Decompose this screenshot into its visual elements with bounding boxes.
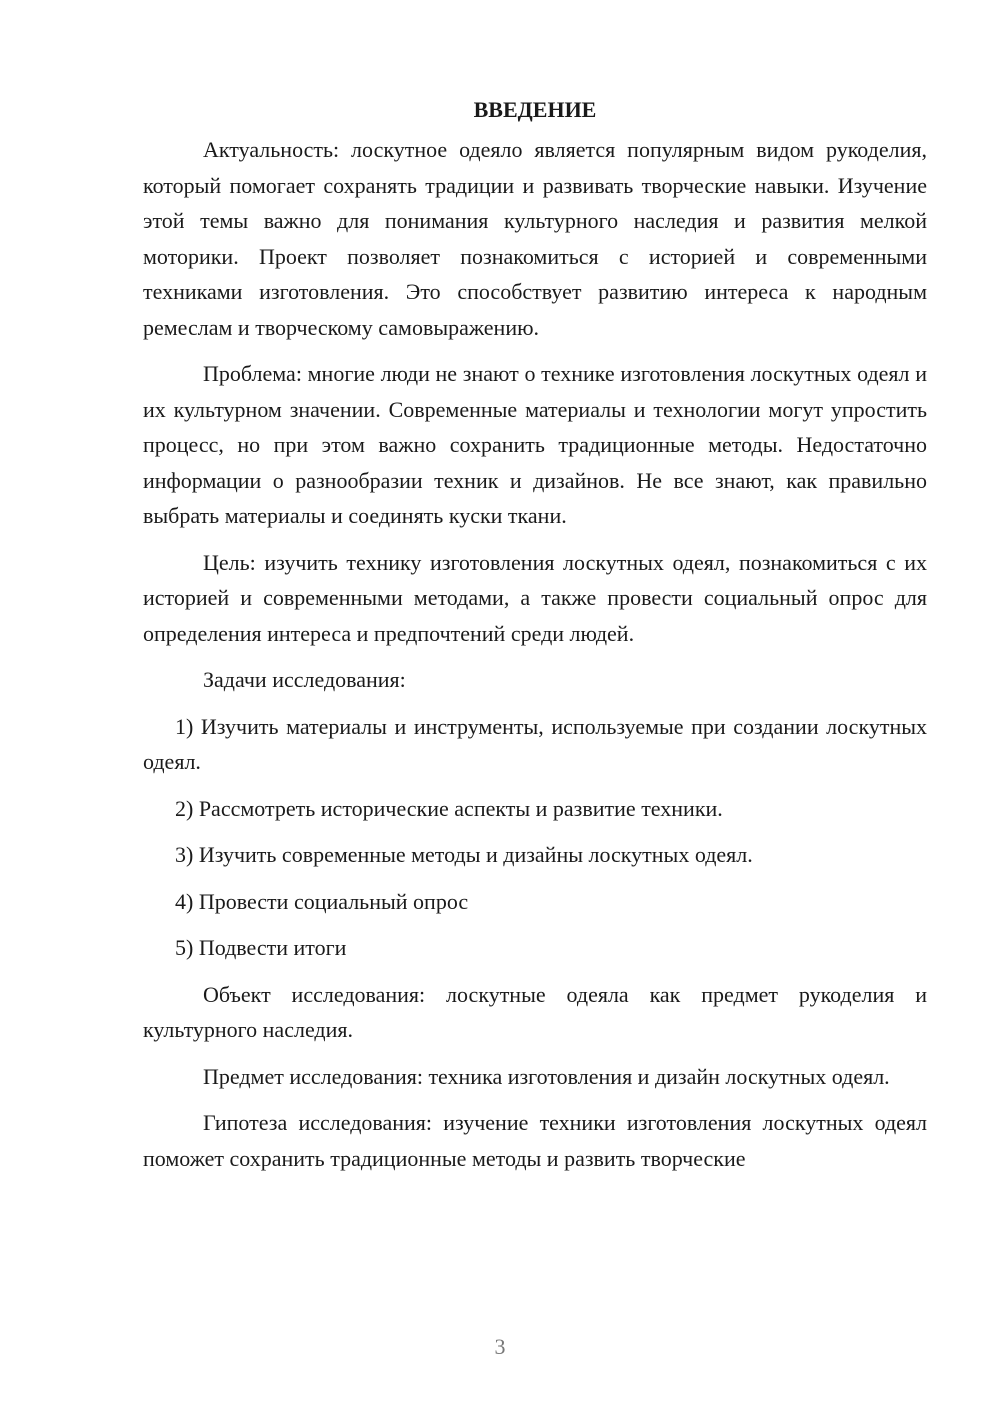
paragraph-relevance: Актуальность: лоскутное одеяло является популярным видом рукоделия, который помогает сохранять традиции и развивать творческие навыки. Изучение этой темы важно для понимания культурного наследия и развития мелкой моторики. Проект позволяет познакомиться с историей и современными техниками изготовления. Это способствует развитию интереса к народным ремеслам и творческому самовыражению. — [143, 137, 927, 340]
paragraph-problem: Проблема: многие люди не знают о технике изготовления лоскутных одеял и их культурном значении. Современные материалы и технологии могут упростить процесс, но при этом важно сохранить традиционные методы. Недостаточно информации о разнообразии техник и дизайнов. Не все знают, как правильно выбрать материалы и соединять куски ткани. — [143, 361, 927, 528]
task-item-1: 1) Изучить материалы и инструменты, используемые при создании лоскутных одеял. — [143, 713, 927, 774]
page-content — [143, 92, 927, 1187]
paragraph-goal: Цель: изучить технику изготовления лоскутных одеял, познакомиться с их историей и современными методами, а также провести социальный опрос для определения интереса и предпочтений среди людей. — [143, 549, 927, 646]
page-title: ВВЕДЕНИЕ — [473, 97, 597, 122]
paragraph-hypothesis: Гипотеза исследования: изучение техники изготовления лоскутных одеял поможет сохранить традиционные методы и развить творческие — [143, 1110, 927, 1171]
paragraph-subject: Предмет исследования: техника изготовления и дизайн лоскутных одеял. — [203, 1063, 890, 1089]
tasks-heading: Задачи исследования: — [203, 667, 406, 692]
task-item-3: 3) Изучить современные методы и дизайны лоскутных одеял. — [175, 842, 753, 867]
task-item-2: 2) Рассмотреть исторические аспекты и развитие техники. — [175, 795, 723, 821]
page-number: 3 — [494, 1334, 506, 1359]
task-item-5: 5) Подвести итоги — [175, 935, 347, 960]
paragraph-object: Объект исследования: лоскутные одеяла как предмет рукоделия и культурного наследия. — [143, 981, 927, 1042]
task-item-4: 4) Провести социальный опрос — [175, 888, 469, 914]
